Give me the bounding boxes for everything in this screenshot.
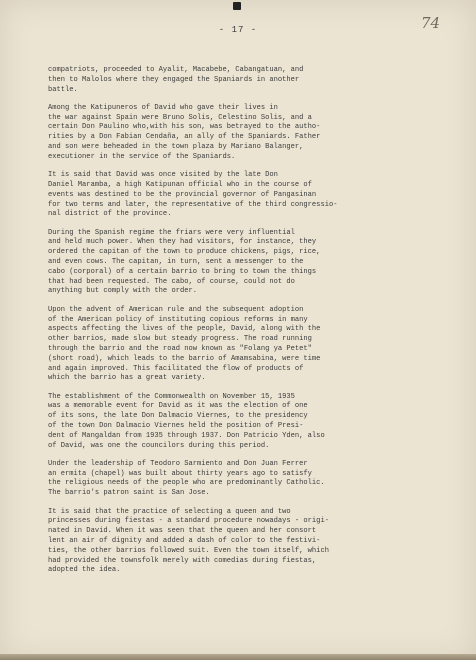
binder-clip <box>233 2 241 10</box>
paragraph: During the Spanish regime the friars were very influential and held much power. When they had visitors, for instance, they ordered the capitan of the town to produce chickens, pigs, rice, and even cows. The capitan, in turn, sent a messenger to the cabo (corporal) of a certain barrio to bring to town the things that had been requested. The cabo, of course, could not do anything but comply with the order. <box>48 228 321 296</box>
paragraph: It is said that the practice of selecting a queen and two princesses during fiestas - a standard procedure nowadays - origi- nated in David. When it was seen that the queen and her consort lent an air of dignity and added a dash of color to the festivi- ties, the other barrios followed suit. Even the town itself, which had provided the townsfolk merely with comedias during fiestas, adopted the idea. <box>48 507 329 575</box>
paragraph: It is said that David was once visited by the late Don Daniel Maramba, a high Katipunan official who in the course of events was destined to be the provincial governor of Pangasinan for two terms and later, the representative of the third congressio- nal district of the province. <box>48 171 338 219</box>
paragraph: Under the leadership of Teodoro Sarmiento and Don Juan Ferrer an ermita (chapel) was built about thirty years ago to satisfy the religious needs of the people who are predominantly Catholic. The barrio's patron saint is San Jose. <box>48 459 325 498</box>
page-number: - 17 - <box>218 25 258 35</box>
handwritten-folio-number: 74 <box>421 14 441 32</box>
document-body <box>48 66 438 585</box>
paragraph: compatriots, proceeded to Ayalit, Macabebe, Cabangatuan, and then to Malolos where they engaged the Spaniards in another battle. <box>48 66 304 94</box>
paragraph: The establishment of the Commonwealth on November 15, 1935 was a memorable event for David as it was the election of one of its sons, the late Don Dalmacio Viernes, to the presidency of the town Don Dalmacio Viernes held the position of Presi- dent of Mangaldan from 1935 through 1937. Don Patricio Yden, also of David, was one the councilors during this period. <box>48 392 325 450</box>
page-footer-strip <box>0 654 476 660</box>
paragraph: Among the Katipuneros of David who gave their lives in the war against Spain were Bruno Solis, Celestino Solis, and a certain Don Paulino who,with his son, was betrayed to the autho- rities by a Don Fabian Cendaña, an ally of the Spaniards. Father and son were beheaded in the town plaza by Mariano Balanger, executioner in the service of the Spaniards. <box>48 103 321 161</box>
paragraph: Upon the advent of American rule and the subsequent adoption of the American policy of instituting copious reforms in many aspects affecting the lives of the people, David, along with the other barrios, made slow but steady progress. The road running through the barrio and the road now known as "Folang ya Petet" (short road), which leads to the barrio of Amamsabina, were time and again improved. This facilitated the flow of products of which the barrio has a great variety. <box>48 305 321 383</box>
